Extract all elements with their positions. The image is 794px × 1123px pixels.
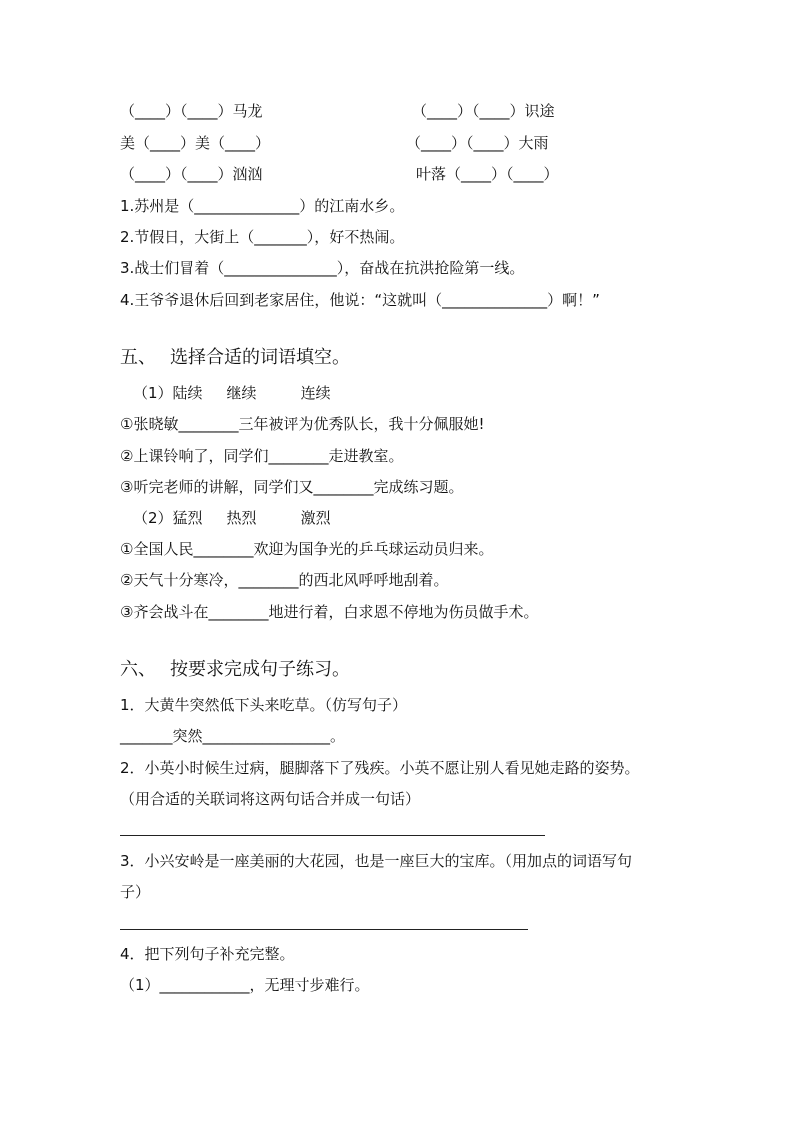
fill-sentence-4: 4.王爷爷退休后回到老家居住，他说：“这就叫（______________）啊！” bbox=[120, 291, 600, 309]
idiom-row2-left: 美（____）美（____） bbox=[120, 134, 271, 152]
group1-option-3: 连续 bbox=[300, 384, 331, 402]
section6-q2-answer-line bbox=[120, 835, 545, 836]
section5-group1-options bbox=[133, 383, 331, 403]
idiom-row3-right: 叶落（____）（____） bbox=[416, 165, 559, 183]
section6-title: 按要求完成句子练习。 bbox=[170, 659, 350, 680]
section6-q4: 4．把下列句子补充完整。 bbox=[120, 945, 295, 963]
section6-q1: 1．大黄牛突然低下头来吃草。（仿写句子） bbox=[120, 696, 408, 714]
section5-group1-item-1: ①张晓敏________三年被评为优秀队长，我十分佩服她! bbox=[120, 415, 485, 433]
section5-group1-item-2: ②上课铃响了，同学们________走进教室。 bbox=[120, 447, 404, 465]
group2-option-3: 激烈 bbox=[300, 509, 331, 527]
section6-q1-answer: _______突然_________________。 bbox=[120, 727, 346, 745]
section6-q3-line1: 3．小兴安岭是一座美丽的大花园，也是一座巨大的宝库。（用加点的词语写句 bbox=[120, 852, 633, 870]
idiom-row3-left: （____）（____）汹汹 bbox=[120, 165, 263, 183]
section5-group2-item-2: ②天气十分寒冷，________的西北风呼呼地刮着。 bbox=[120, 571, 449, 589]
section6-heading bbox=[120, 658, 350, 682]
group2-option-1: （2）猛烈 bbox=[133, 509, 203, 527]
section6-number: 六、 bbox=[120, 659, 156, 680]
group1-option-1: （1）陆续 bbox=[133, 384, 203, 402]
group1-option-2: 继续 bbox=[226, 384, 257, 402]
section6-q3-line2: 子） bbox=[120, 883, 151, 901]
section6-q2-line2: （用合适的关联词将这两句话合并成一句话） bbox=[120, 790, 421, 808]
section5-group1-item-3: ③听完老师的讲解，同学们又________完成练习题。 bbox=[120, 478, 464, 496]
section6-q3-answer-line bbox=[120, 929, 528, 930]
section5-title: 选择合适的词语填空。 bbox=[170, 347, 350, 368]
idiom-row2-right: （____）（____）大雨 bbox=[406, 134, 549, 152]
fill-sentence-2: 2.节假日，大街上（_______），好不热闹。 bbox=[120, 228, 405, 246]
section6-q2-line1: 2．小英小时候生过病，腿脚落下了残疾。小英不愿让别人看见她走路的姿势。 bbox=[120, 759, 640, 777]
group2-option-2: 热烈 bbox=[226, 509, 257, 527]
section6-q4-item1: （1）____________，无理寸步难行。 bbox=[120, 976, 370, 994]
section5-number: 五、 bbox=[120, 347, 156, 368]
fill-sentence-3: 3.战士们冒着（_______________），奋战在抗洪抢险第一线。 bbox=[120, 259, 525, 277]
section5-group2-item-1: ①全国人民________欢迎为国争光的乒乓球运动员归来。 bbox=[120, 540, 494, 558]
idiom-row1-left: （____）（____）马龙 bbox=[120, 102, 263, 120]
section5-group2-item-3: ③齐会战斗在________地进行着，白求恩不停地为伤员做手术。 bbox=[120, 603, 539, 621]
section5-group2-options bbox=[133, 508, 331, 528]
fill-sentence-1: 1.苏州是（______________）的江南水乡。 bbox=[120, 197, 405, 215]
idiom-row1-right: （____）（____）识途 bbox=[412, 102, 555, 120]
section5-heading bbox=[120, 346, 350, 370]
